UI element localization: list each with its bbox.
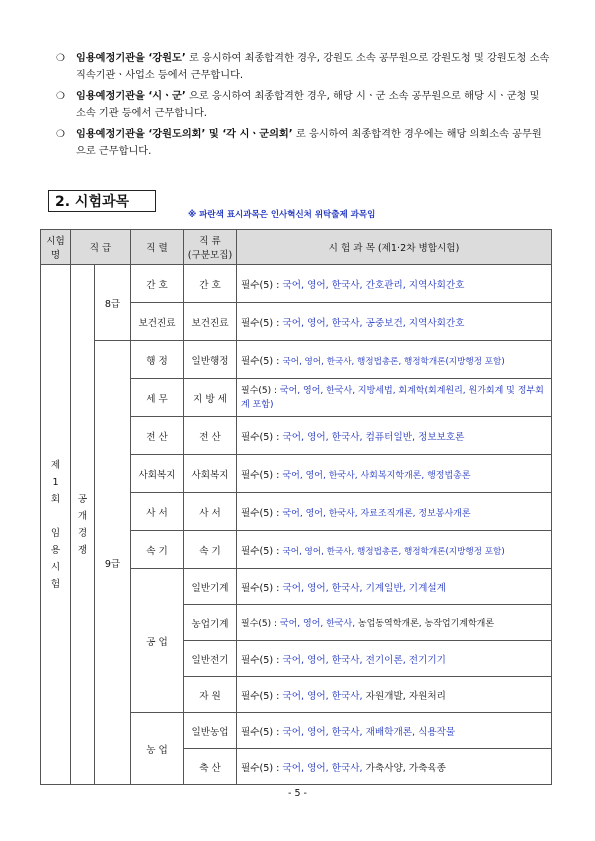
series-cell: 보건진료 <box>131 303 184 341</box>
subject-cell <box>237 455 552 493</box>
kind-cell: 일반농업 <box>184 713 237 749</box>
blue-subjects: 국어, 영어, 한국사, 자료조직개론, 정보봉사개론 <box>282 508 471 519</box>
header-subjects: 시 험 과 목 (제1·2차 병합시험) <box>237 230 552 265</box>
req-label: 필수(5) : <box>241 654 283 666</box>
bullet-item <box>50 50 550 84</box>
subject-cell <box>237 605 552 641</box>
req-label: 필수(5) : <box>241 317 283 329</box>
header-exam: 시험명 <box>41 230 71 265</box>
blue-subjects: 국어, 영어, 한국사, 행정법총론, 행정학개론(지방행정 포함) <box>282 546 505 557</box>
req-label: 필수(5) : <box>241 582 283 594</box>
kind-cell: 일반전기 <box>184 641 237 677</box>
subject-cell <box>237 417 552 455</box>
req-label: 필수(5) : <box>241 507 283 519</box>
subject-cell <box>237 265 552 303</box>
notice-bullets <box>50 50 550 164</box>
bullet-bold: 임용예정기관을 ‘강원도의회’ 및 ‘각 시ㆍ군의회’ <box>76 129 293 140</box>
req-label: 필수(5) : <box>241 279 283 291</box>
kind-cell: 간 호 <box>184 265 237 303</box>
blue-subjects: 국어, 영어, 한국사, 행정법총론, 행정학개론(지방행정 포함) <box>282 356 505 367</box>
subject-cell <box>237 493 552 531</box>
other-subjects: 자원개발, 자원처리 <box>362 690 446 702</box>
blue-subjects: 국어, 영어, 한국사, <box>282 690 363 702</box>
subject-cell <box>237 641 552 677</box>
blue-subject-note: ※ 파란색 표시과목은 인사혁신처 위탁출제 과목임 <box>188 210 376 220</box>
series-cell: 사 서 <box>131 493 184 531</box>
header-kind <box>184 230 237 265</box>
req-label: 필수(5) : <box>241 545 283 557</box>
blue-subjects: 국어, 영어, 한국사, 사회복지학개론, 행정법총론 <box>282 470 471 481</box>
section-title: 2. 시험과목 <box>48 190 156 212</box>
series-cell: 간 호 <box>131 265 184 303</box>
req-label: 필수(5) : <box>241 385 280 396</box>
other-subjects: 가축사양, 가축육종 <box>362 762 446 774</box>
series-cell: 행 정 <box>131 341 184 379</box>
kind-cell: 속 기 <box>184 531 237 569</box>
grade-cell: 9급 <box>95 341 131 785</box>
header-kind-label: 직 류 <box>199 236 221 247</box>
other-subjects: 농업동역학개론, 농작업기계학개론 <box>355 619 495 629</box>
bullet-item <box>50 88 550 122</box>
circle-bullet-icon: ❍ <box>56 53 65 64</box>
series-cell: 속 기 <box>131 531 184 569</box>
req-label: 필수(5) : <box>241 726 283 738</box>
blue-subjects: 국어, 영어, 한국사, 지방세법, 회계학(회계원리, 원가회계 및 정부회계 포함) <box>241 385 544 410</box>
series-cell: 공 업 <box>131 569 184 713</box>
req-label: 필수(5) : <box>241 619 280 629</box>
exam-type: 공 개 경 쟁 <box>71 265 95 785</box>
kind-cell: 보건진료 <box>184 303 237 341</box>
circle-bullet-icon: ❍ <box>56 91 65 102</box>
header-kind-sub: (구분모집) <box>187 250 233 261</box>
subject-cell <box>237 749 552 785</box>
subject-cell <box>237 569 552 605</box>
blue-subjects: 국어, 영어, 한국사, 기계일반, 기계설계 <box>282 582 446 594</box>
exam-name: 제 1 회 임 용 시 험 <box>41 265 71 785</box>
page-number: - 5 - <box>288 788 307 799</box>
blue-subjects: 국어, 영어, 한국사, 공중보건, 지역사회간호 <box>282 317 465 329</box>
kind-cell: 일반기계 <box>184 569 237 605</box>
blue-subjects: 국어, 영어, 한국사, 간호관리, 지역사회간호 <box>282 279 465 291</box>
grade-cell: 8급 <box>95 265 131 341</box>
kind-cell: 사회복지 <box>184 455 237 493</box>
header-grade: 직 급 <box>71 230 131 265</box>
circle-bullet-icon: ❍ <box>56 129 65 140</box>
subject-cell <box>237 677 552 713</box>
bullet-text: 으로 응시하여 최종합격한 경우, 해당 시ㆍ군 소속 공무원으로 해당 시ㆍ군청 및 소속 기관 등에서 근무합니다. <box>76 91 540 119</box>
blue-subjects: 국어, 영어, 한국사, 전기이론, 전기기기 <box>282 654 446 666</box>
series-cell: 농 업 <box>131 713 184 785</box>
section-heading <box>48 190 162 216</box>
blue-subjects: 국어, 영어, 한국사, <box>279 619 356 629</box>
table-row <box>41 341 552 379</box>
kind-cell: 사 서 <box>184 493 237 531</box>
subject-cell <box>237 531 552 569</box>
kind-cell: 전 산 <box>184 417 237 455</box>
kind-cell: 일반행정 <box>184 341 237 379</box>
header-series: 직 렬 <box>131 230 184 265</box>
kind-cell: 지 방 세 <box>184 379 237 417</box>
blue-subjects: 국어, 영어, 한국사, 재배학개론, 식용작물 <box>282 726 456 738</box>
bullet-item <box>50 126 550 160</box>
blue-subjects: 국어, 영어, 한국사, 컴퓨터일반, 정보보호론 <box>282 431 465 443</box>
req-label: 필수(5) : <box>241 690 283 702</box>
req-label: 필수(5) : <box>241 355 283 367</box>
subject-cell <box>237 379 552 417</box>
exam-subject-table <box>40 229 552 785</box>
kind-cell: 자 원 <box>184 677 237 713</box>
req-label: 필수(5) : <box>241 762 283 774</box>
bullet-bold: 임용예정기관을 ‘시ㆍ군’ <box>76 91 186 102</box>
subject-cell <box>237 713 552 749</box>
subject-cell <box>237 341 552 379</box>
kind-cell: 축 산 <box>184 749 237 785</box>
req-label: 필수(5) : <box>241 469 283 481</box>
subject-cell <box>237 303 552 341</box>
blue-subjects: 국어, 영어, 한국사, <box>282 762 363 774</box>
table-header-row <box>41 230 552 265</box>
kind-cell: 농업기계 <box>184 605 237 641</box>
req-label: 필수(5) : <box>241 431 283 443</box>
series-cell: 사회복지 <box>131 455 184 493</box>
series-cell: 세 무 <box>131 379 184 417</box>
bullet-text: 로 응시하여 최종합격한 경우에는 해당 의회소속 공무원으로 근무합니다. <box>76 129 542 157</box>
bullet-bold: 임용예정기관을 ‘강원도’ <box>76 53 186 64</box>
series-cell: 전 산 <box>131 417 184 455</box>
bullet-text: 로 응시하여 최종합격한 경우, 강원도 소속 공무원으로 강원도청 및 강원도청 소속 직속기관ㆍ사업소 등에서 근무합니다. <box>76 53 550 81</box>
table-row <box>41 265 552 303</box>
